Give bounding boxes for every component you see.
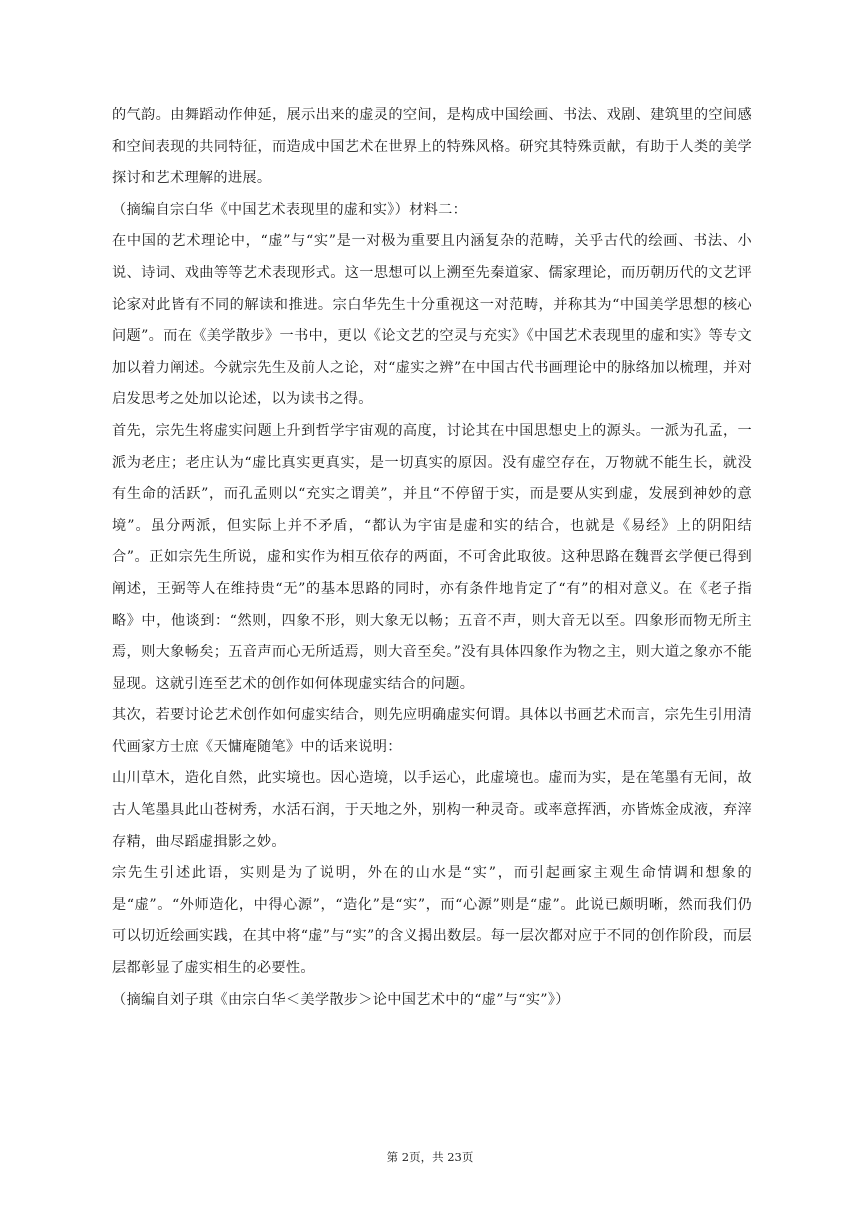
page-number: 第 2页，共 23页 bbox=[386, 1150, 474, 1164]
paragraph-second-point: 其次，若要讨论艺术创作如何虚实结合，则先应明确虚实何谓。具体以书画艺术而言，宗先生引用清代画家方士庶《天慵庵随笔》中的话来说明： bbox=[112, 707, 752, 755]
paragraph-first-point: 首先，宗先生将虚实问题上升到哲学宇宙观的高度，讨论其在中国思想史上的源头。一派为孔孟，一派为老庄；老庄认为“虚比真实更真实，是一切真实的原因。没有虚空存在，万物就不能生长，就没有生命的活跃”，而孔孟则以“充实之谓美”，并且“不停留于实，而是要从实到虚，发展到神妙的意境”。虽分两派，但实际上并不矛盾，“都认为宇宙是虚和实的结合，也就是《易经》上的阴阳结合”。正如宗先生所说，虚和实作为相互依存的两面，不可舍此取彼。这种思路在魏晋玄学便已得到阐述，王弼等人在维持贵“无”的基本思路的同时，亦有条件地肯定了“有”的相对意义。在《老子指略》中，他谈到：“然则，四象不形，则大象无以畅；五音不声，则大音无以至。四象形而物无所主焉，则大象畅矣；五音声而心无所适焉，则大音至矣。”没有具体四象作为物之主，则大道之象亦不能显现。这就引连至艺术的创作如何体现虚实结合的问题。 bbox=[112, 422, 752, 692]
source-citation-1: （摘编自宗白华《中国艺术表现里的虚和实》）材料二： bbox=[112, 201, 468, 218]
paragraph-continued-text: 的气韵。由舞蹈动作伸延，展示出来的虚灵的空间，是构成中国绘画、书法、戏剧、建筑里的空间感和空间表现的共同特征，而造成中国艺术在世界上的特殊风格。研究其特殊贡献，有助于人类的美学探讨和艺术理解的进展。 bbox=[112, 107, 752, 187]
paragraph-quotation: 山川草木，造化自然，此实境也。因心造境，以手运心，此虚境也。虚而为实，是在笔墨有无间，故古人笔墨具此山苍树秀，水活石润，于天地之外，别构一种灵奇。或率意挥洒，亦皆炼金成液，弃滓存精，曲尽蹈虚揖影之妙。 bbox=[112, 770, 752, 850]
paragraph-explanation: 宗先生引述此语，实则是为了说明，外在的山水是“实”，而引起画家主观生命情调和想象的是“虚”。“外师造化，中得心源”，“造化”是“实”，而“心源”则是“虚”。此说已颇明晰，然而我们仍可以切近绘画实践，在其中将“虚”与“实”的含义揭出数层。每一层次都对应于不同的创作阶段，而层层都彰显了虚实相生的必要性。 bbox=[112, 865, 752, 977]
article-body bbox=[112, 100, 752, 1016]
paragraph-xu-shi-intro: 在中国的艺术理论中，“虚”与“实”是一对极为重要且内涵复杂的范畴，关乎古代的绘画、书法、小说、诗词、戏曲等等艺术表现形式。这一思想可以上溯至先秦道家、儒家理论，而历朝历代的文艺评论家对此皆有不同的解读和推进。宗白华先生十分重视这一对范畴，并称其为“中国美学思想的核心问题”。而在《美学散步》一书中，更以《论文艺的空灵与充实》《中国艺术表现里的虚和实》等专文加以着力阐述。今就宗先生及前人之论，对“虚实之辨”在中国古代书画理论中的脉络加以梳理，并对启发思考之处加以论述，以为读书之得。 bbox=[112, 233, 752, 408]
source-citation-2: （摘编自刘子琪《由宗白华＜美学散步＞论中国艺术中的“虚”与“实”》） bbox=[112, 991, 570, 1008]
